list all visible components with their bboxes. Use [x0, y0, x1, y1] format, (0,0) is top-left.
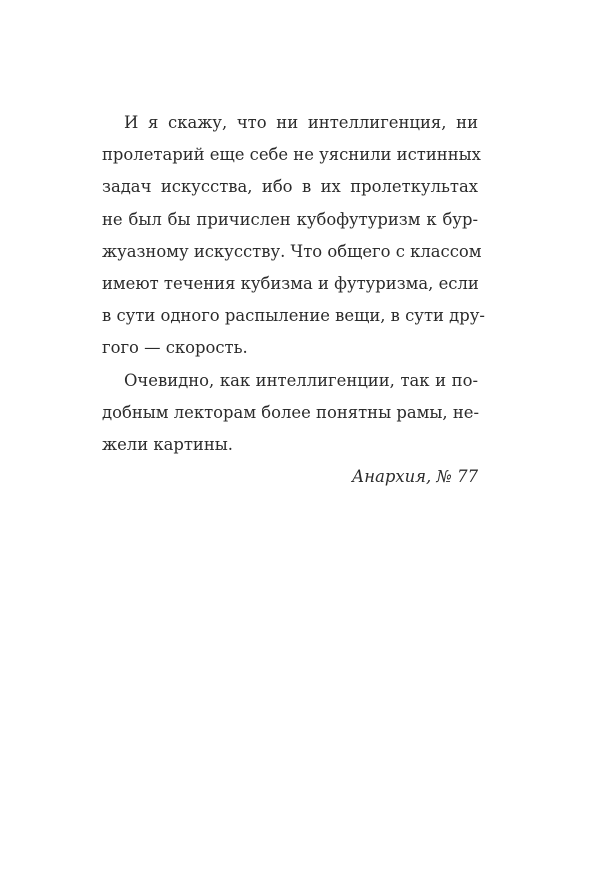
paragraph-line: жуазному искусству. Что общего с классом	[102, 241, 482, 261]
paragraph-line: в сути одного распыление вещи, в сути дру-	[102, 306, 485, 326]
paragraph-line: пролетарий еще себе не уяснили истинных	[102, 145, 481, 165]
paragraph-line: И я скажу, что ни интеллигенция, ни	[124, 113, 478, 132]
paragraph-line: жели картины.	[102, 434, 234, 454]
paragraph-line: добным лекторам более понятны рамы, не-	[102, 402, 479, 422]
paragraph-line: задач искусства, ибо в их пролеткультах	[102, 177, 478, 197]
paragraph-2	[102, 365, 478, 462]
paragraph-1	[102, 107, 485, 365]
article-text	[102, 107, 485, 493]
paragraph-line: гого — скорость.	[102, 338, 248, 358]
paragraph-line: не был бы причислен кубофутуризм к бур-	[102, 209, 478, 229]
paragraph-line: Очевидно, как интеллигенции, так и по-	[124, 370, 478, 390]
paragraph-line: имеют течения кубизма и футуризма, если	[102, 273, 479, 293]
source-signature: Анархия, № 77	[351, 467, 478, 487]
